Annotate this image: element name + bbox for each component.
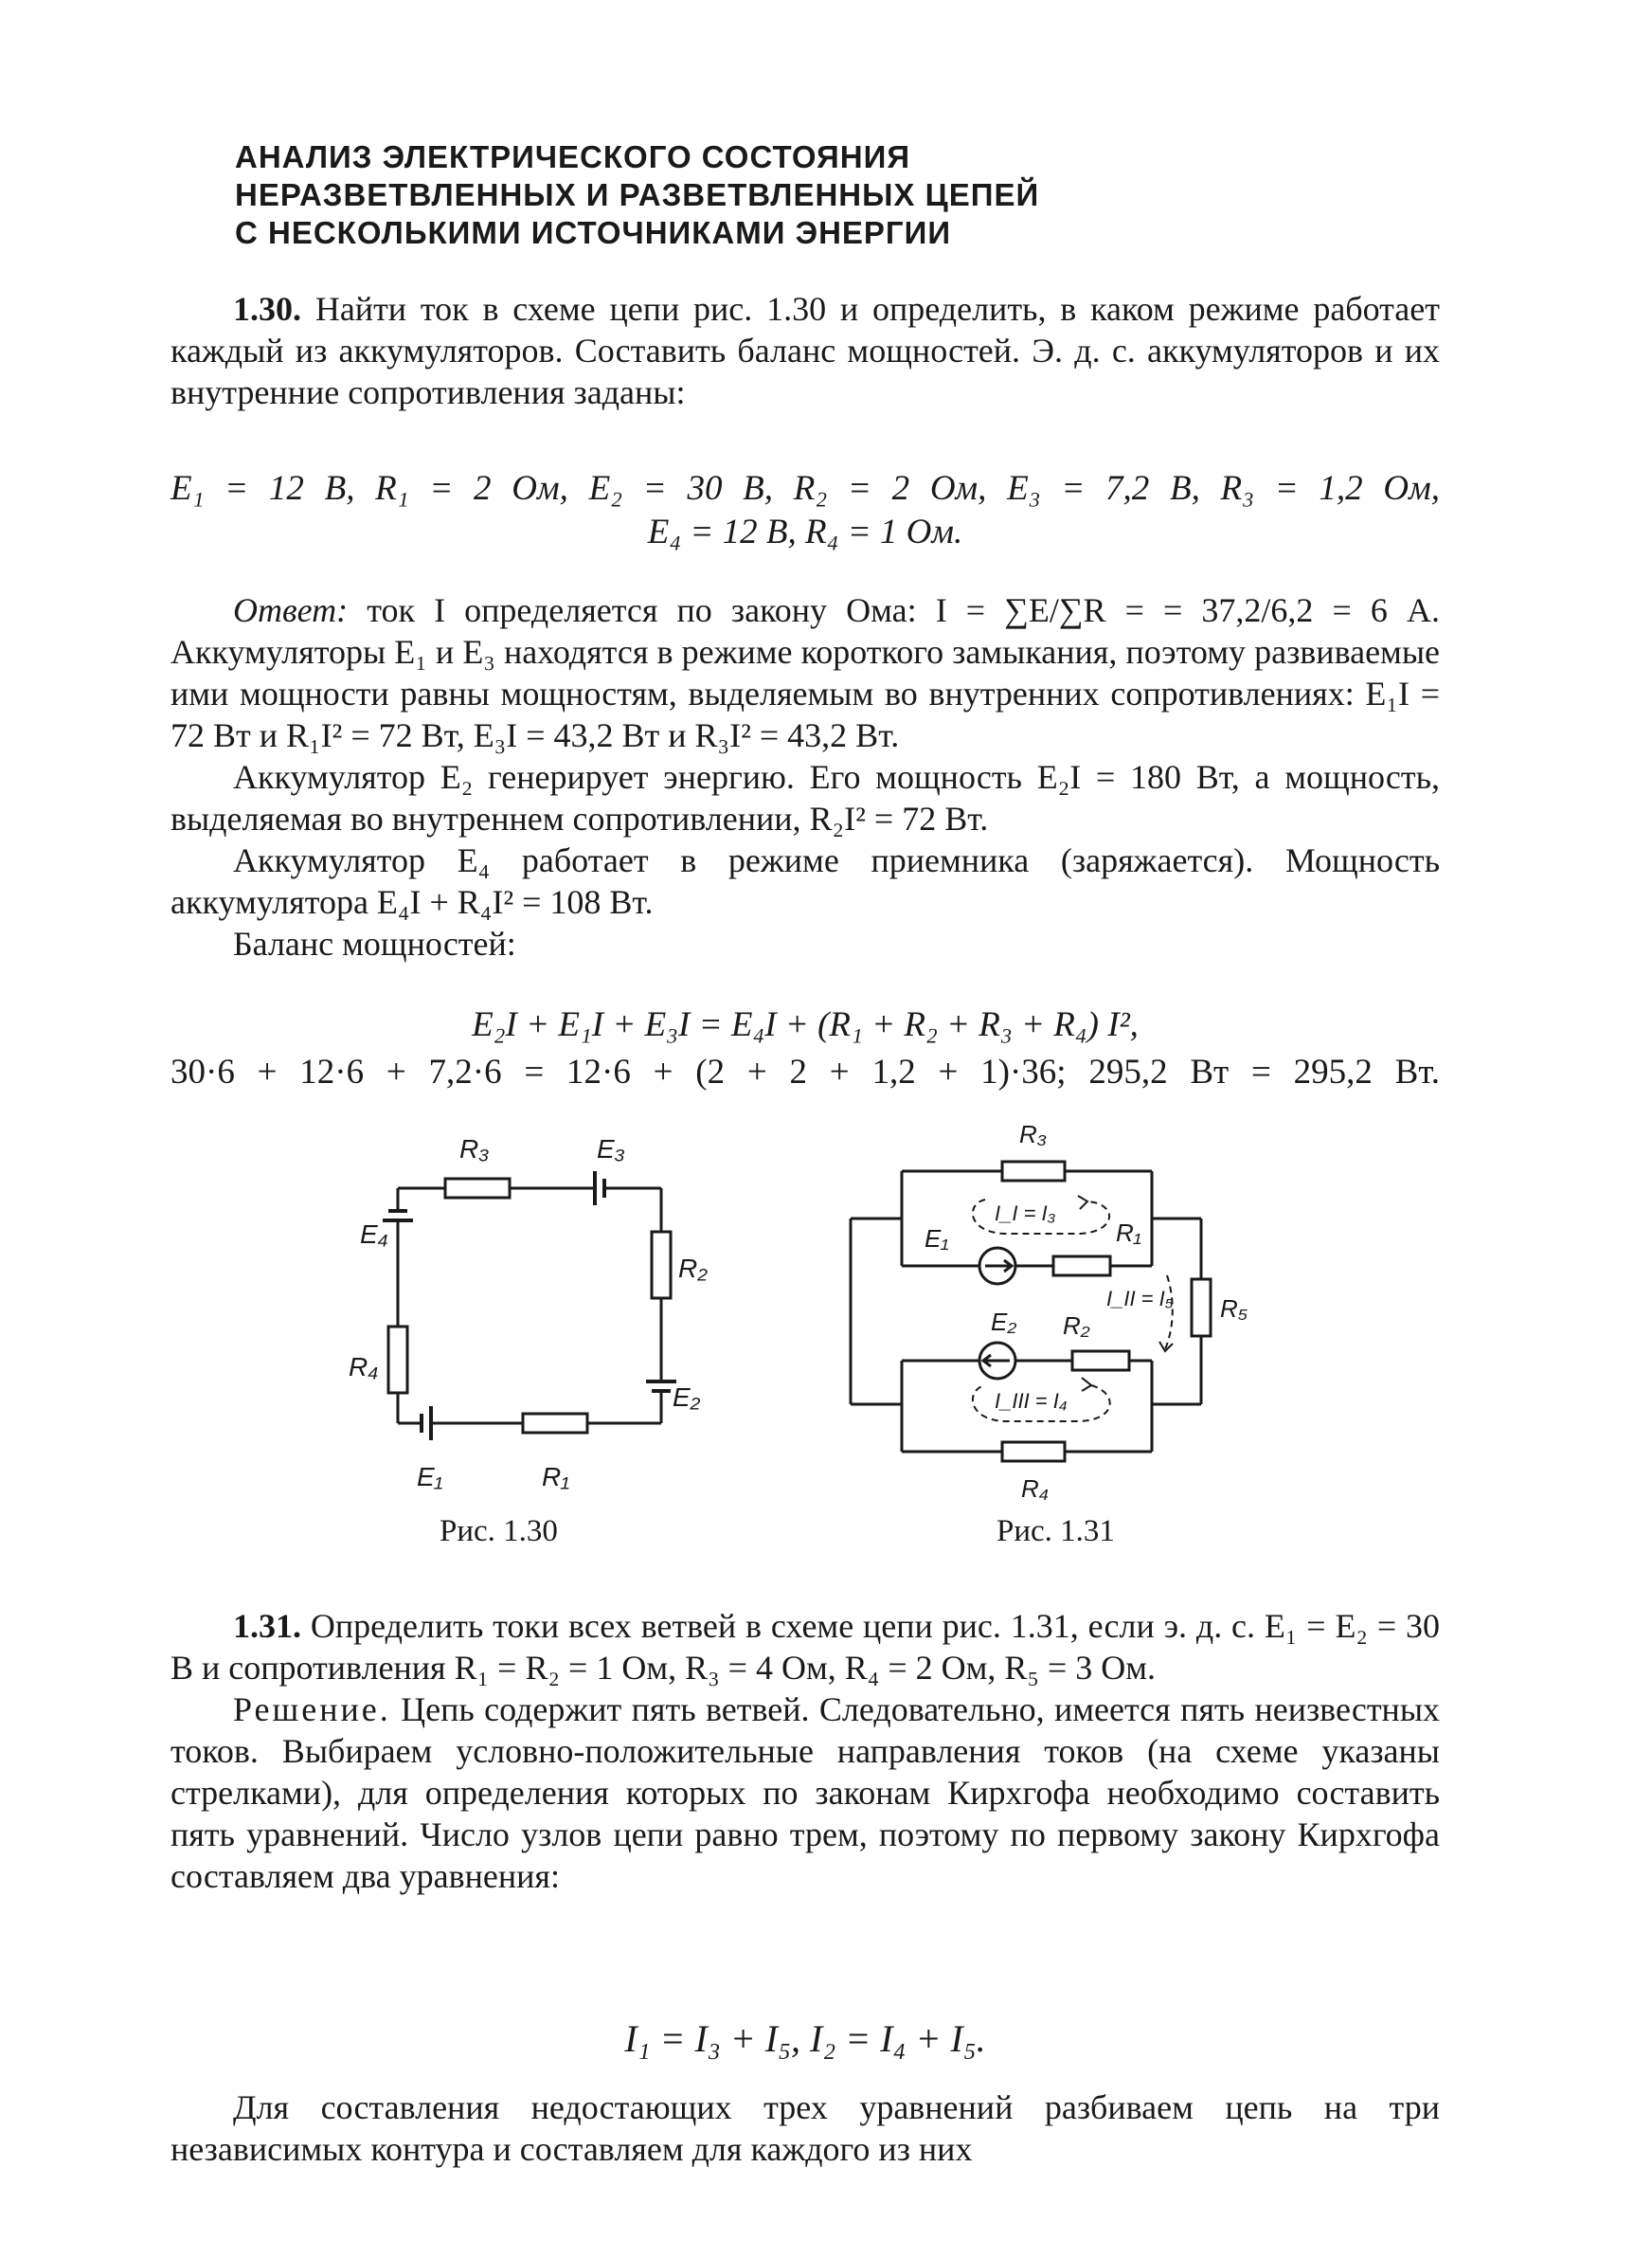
paragraph-e4: Аккумулятор E₄ работает в режиме приемника (заряжается). Мощность аккумулятора E₄I + R₄I² = 108 Вт. xyxy=(171,841,1440,921)
kirchhoff-equations: I₁ = I₃ + I₅, I₂ = I₄ + I₅. xyxy=(624,2017,986,2060)
resistor-r1 xyxy=(1053,1256,1110,1275)
resistor-r4 xyxy=(388,1327,407,1393)
loop-iii-arrow xyxy=(1082,1378,1091,1391)
label-r3: R₃ xyxy=(1019,1120,1048,1148)
heading-line-1: АНАЛИЗ ЭЛЕКТРИЧЕСКОГО СОСТОЯНИЯ xyxy=(235,139,911,174)
section-heading xyxy=(235,138,1277,252)
label-e3: E₃ xyxy=(597,1134,625,1164)
figure-1-30-circuit xyxy=(341,1118,720,1516)
problem-131-text: Определить токи всех ветвей в схеме цепи рис. 1.31, если э. д. с. E₁ = E₂ = 30 В и сопротивления R₁ = R₂ = 1 Ом, R₃ = 4 Ом, R₄ = 2 Ом, R₅ = 3 Ом. xyxy=(171,1607,1441,1687)
paragraph-e2: Аккумулятор E₂ генерирует энергию. Его мощность E₂I = 180 Вт, а мощность, выделяемая во внутреннем сопротивлении, R₂I² = 72 Вт. xyxy=(171,758,1440,838)
problem-130-number: 1.30. xyxy=(233,290,301,328)
label-e4: E₄ xyxy=(360,1219,388,1249)
solution-label: Решение. xyxy=(233,1690,391,1728)
label-e1: E₁ xyxy=(925,1224,949,1253)
label-r2: R₂ xyxy=(678,1254,708,1283)
answer-text: ток I определяется по закону Ома: I = ∑E/∑R = = 37,2/6,2 = 6 А. Аккумуляторы E₁ и E₃ находятся в режиме короткого замыкания, поэтому развиваемые ими мощности равны мощностям, выделяемым во внутренних сопротивлениях: E₁I = 72 Вт и R₁I² = 72 Вт, E₃I = 43,2 Вт и R₃I² = 43,2 Вт. xyxy=(171,591,1441,754)
answer-label: Ответ: xyxy=(233,591,349,629)
resistor-r4 xyxy=(1002,1442,1065,1461)
loop-i-arrow xyxy=(1078,1196,1087,1209)
answer-block xyxy=(171,589,1440,965)
final-paragraph xyxy=(171,2086,1440,2170)
label-r2: R₂ xyxy=(1063,1311,1090,1340)
label-e2: E₂ xyxy=(991,1308,1017,1336)
label-e2: E₂ xyxy=(673,1382,701,1412)
heading-line-3: С НЕСКОЛЬКИМИ ИСТОЧНИКАМИ ЭНЕРГИИ xyxy=(235,215,952,250)
resistor-r3 xyxy=(445,1179,510,1198)
problem-131-block xyxy=(171,1605,1440,1897)
label-r5: R₅ xyxy=(1220,1294,1248,1323)
label-r1: R₁ xyxy=(542,1462,570,1491)
problem-130-statement xyxy=(171,288,1440,413)
label-r1: R₁ xyxy=(1116,1219,1141,1247)
given-values-line-2: E₄ = 12 В, R₄ = 1 Ом. xyxy=(647,513,963,551)
final-text: Для составления недостающих трех уравнений разбиваем цепь на три независимых контура и составляем для каждого из них xyxy=(171,2088,1440,2168)
heading-line-2: НЕРАЗВЕТВЛЕННЫХ И РАЗВЕТВЛЕННЫХ ЦЕПЕЙ xyxy=(235,177,1040,212)
label-loop-ii: I_II = I₅ xyxy=(1106,1287,1174,1310)
label-loop-iii: I_III = I₄ xyxy=(995,1389,1068,1413)
problem-131-number: 1.31. xyxy=(233,1607,301,1645)
solution-text: Цепь содержит пять ветвей. Следовательно, имеется пять неизвестных токов. Выбираем условно-положительные направления токов (на схеме указаны стрелками), для определения которых по законам Кирхгофа необходимо составить пять уравнений. Число узлов цепи равно трем, поэтому по первому закону Кирхгофа составляем два уравнения: xyxy=(171,1690,1441,1895)
problem-130-text: Найти ток в схеме цепи рис. 1.30 и определить, в каком режиме работает каждый из аккумуляторов. Составить баланс мощностей. Э. д. с. аккумуляторов и их внутренние сопротивления заданы: xyxy=(171,290,1440,411)
label-loop-i: I_I = I₃ xyxy=(995,1201,1056,1225)
resistor-r1 xyxy=(523,1414,587,1433)
label-r4: R₄ xyxy=(349,1352,379,1381)
figure-1-30-caption: Рис. 1.30 xyxy=(440,1514,558,1548)
figure-1-31-caption: Рис. 1.31 xyxy=(997,1514,1115,1548)
figure-1-31-circuit xyxy=(843,1109,1279,1516)
balance-equation-2: 30·6 + 12·6 + 7,2·6 = 12·6 + (2 + 2 + 1,2 + 1)·36; 295,2 Вт = 295,2 Вт. xyxy=(171,1053,1440,1092)
resistor-r5 xyxy=(1192,1279,1211,1336)
label-e1: E₁ xyxy=(417,1462,443,1491)
resistor-r2 xyxy=(1072,1351,1129,1370)
label-r3: R₃ xyxy=(459,1134,490,1164)
resistor-r3 xyxy=(1002,1162,1065,1181)
given-values-line-1: E₁ = 12 В, R₁ = 2 Ом, E₂ = 30 В, R₂ = 2 Ом, E₃ = 7,2 В, R₃ = 1,2 Ом, xyxy=(171,469,1440,508)
balance-label: Баланс мощностей: xyxy=(233,925,516,963)
resistor-r2 xyxy=(652,1232,671,1298)
label-r4: R₄ xyxy=(1021,1474,1050,1503)
balance-equation-1: E₂I + E₁I + E₃I = E₄I + (R₁ + R₂ + R₃ + R₄) I², xyxy=(472,1005,1139,1044)
